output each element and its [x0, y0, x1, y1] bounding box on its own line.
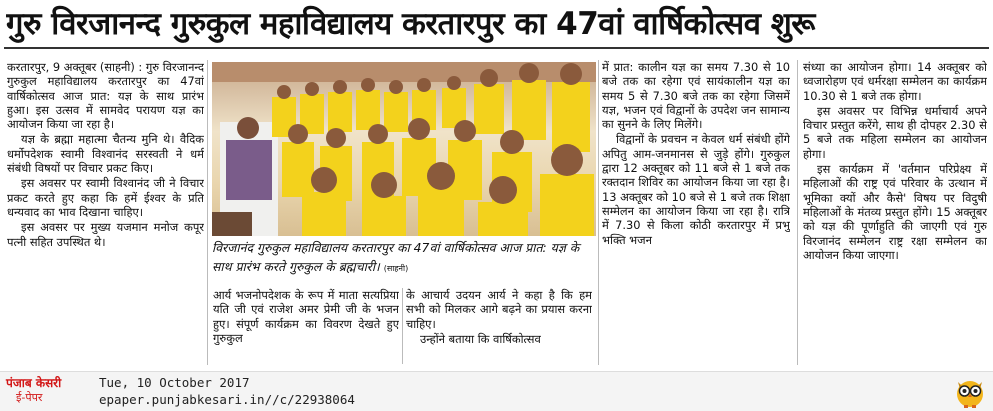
paragraph: आर्य भजनोपदेशक के रूप में माता सत्यप्रिया यति जी एवं राजेश अमर प्रेमी जी के भजन हुए। संपूर्ण कार्यक्रम का विवरण देखते हुए गुरुकुल [213, 288, 399, 345]
paragraph: इस अवसर पर स्वामी विश्वानंद जी ने विचार प्रकट करते हुए कहा कि हमें ईश्वर के प्रति धन्यवाद का भाव दिखाना चाहिए। [7, 176, 204, 219]
paragraph: करतारपुर, 9 अक्तूबर (साहनी) : गुरु विरजानन्द गुरुकुल महाविद्यालय करतारपुर का 47वां वार्षिकोत्सव आज प्रात: यज्ञ के साथ प्रारंभ हुआ। इस उत्सव में सामवेद परायण यज्ञ का आयोजन किया जा रहा है। [7, 60, 204, 132]
paragraph: इस कार्यक्रम में 'वर्तमान परिप्रेक्ष्य में महिलाओं की राष्ट्र एवं परिवार के उत्थान में भूमिका क्यों और कैसे' विषय पर विदुषी महिलाओं के मंतव्य प्रस्तुत होंगे। 15 अक्तूबर को यज्ञ की पूर्णाहुति की जाएगी एवं गुरु विरजानंद सम्मेलन राष्ट्र रक्षा सम्मेलन का आयोजन किया जाएगा। [803, 162, 987, 262]
paragraph: इस अवसर पर विभिन्न धर्माचार्य अपने विचार प्रस्तुत करेंगे, साथ ही दोपहर 2.30 से 5 बजे तक महिला सम्मेलन का आयोजन होगा। [803, 103, 987, 161]
logo-sub-text: ई-पेपर [16, 391, 43, 404]
column-divider [207, 60, 208, 365]
paragraph: इस अवसर पर मुख्य यजमान मनोज कपूर पत्नी सहित उपस्थित थे। [7, 220, 204, 249]
photo-credit: (साहनी) [383, 264, 409, 273]
paragraph: के आचार्य उदयन आर्य ने कहा है कि हम सभी को मिलकर आगे बढ़ने का प्रयास करना चाहिए। [406, 288, 592, 331]
column-divider [402, 288, 403, 364]
paragraph: में प्रात: कालीन यज्ञ का समय 7.30 से 10 बजे तक का रहेगा एवं सायंकालीन यज्ञ का समय 5 से 7.30 बजे तक का रहेगा जिसमें यज्ञ, भजन एवं विद्वानों के उपदेश जन सामान्य का सुनने के लिए मिलेंगे। [602, 60, 790, 132]
publication-date: Tue, 10 October 2017 [99, 375, 250, 390]
news-photo [212, 62, 596, 236]
paragraph: विद्वानों के प्रवचन न केवल धर्म संबंधी होंगे अपितु आम-जनमानस से जुड़े होंगे। गुरुकुल द्वारा 12 अक्तूबर को 11 बजे से 1 बजे तक रक्तदान शिविर का आयोजन किया जा रहा है। 13 अक्तूबर को 10 बजे से 1 बजे तक शिक्षा सम्मेलन का आयोजन किया जा रहा है। रात्रि में 7.30 से किला कोठी करतारपुर में प्रभु भक्ति भजन [602, 132, 790, 247]
column-divider [598, 60, 599, 365]
logo-brand-text: पंजाब केसरी [6, 376, 62, 390]
punjab-kesari-logo[interactable] [6, 375, 84, 407]
headline: गुरु विरजानन्द गुरुकुल महाविद्यालय करतारपुर का 47वां वार्षिकोत्सव शुरू [6, 6, 815, 42]
article-column-2a [213, 288, 399, 363]
students-in-yellow-robes-illustration [212, 62, 596, 236]
paragraph: उन्होंने बताया कि वार्षिकोत्सव [420, 331, 541, 346]
article-column-1 [7, 60, 204, 360]
caption-text: विरजानंद गुरुकुल महाविद्यालय करतारपुर का 47वां वार्षिकोत्सव आज प्रात: यज्ञ के साथ प्रारंभ करते गुरुकुल के ब्रह्मचारी। [212, 240, 580, 274]
photo-caption [212, 238, 596, 282]
paragraph: संध्या का आयोजन होगा। 14 अक्तूबर को ध्वजारोहण एवं धर्मरक्षा सम्मेलन का कार्यक्रम 10.30 से 1 बजे तक होगा। [803, 60, 987, 103]
owl-mascot-icon [952, 373, 988, 409]
article-column-4 [803, 60, 987, 365]
article-column-3 [602, 60, 790, 365]
article-column-2b [406, 288, 592, 363]
epaper-link[interactable]: epaper.punjabkesari.in//c/22938064 [99, 392, 355, 407]
headline-rule [4, 47, 989, 49]
paragraph: यज्ञ के ब्रह्मा महात्मा चैतन्य मुनि थे। वैदिक धर्मोपदेशक स्वामी विश्वानंद सरस्वती ने धर्म संबंधी विषयों पर विचार प्रकट किए। [7, 132, 204, 176]
column-divider [797, 60, 798, 365]
